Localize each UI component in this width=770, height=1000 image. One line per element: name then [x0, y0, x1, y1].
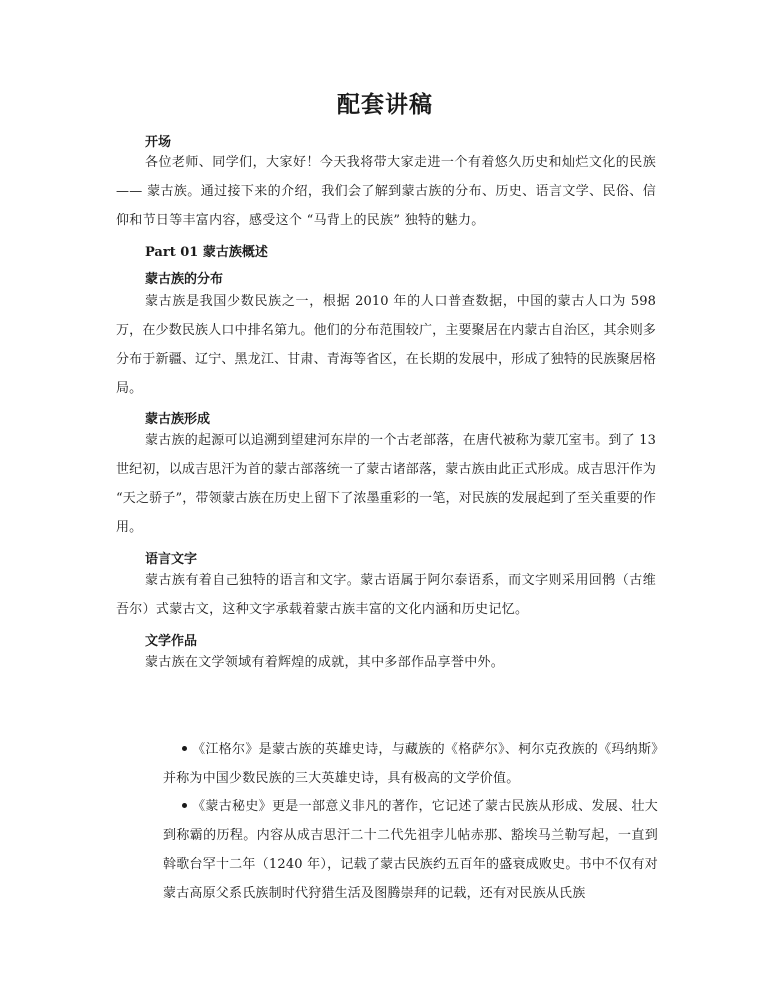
heading-formation: 蒙古族形成 — [145, 412, 211, 427]
paragraph-language: 蒙古族有着自己独特的语言和文字。蒙古语属于阿尔泰语系，而文字则采用回鹘（古维吾尔）式蒙古文，这种文字承载着蒙古族丰富的文化内涵和历史记忆。 — [116, 573, 656, 617]
paragraph-literature: 蒙古族在文学领域有着辉煌的成就，其中多部作品享誉中外。 — [145, 655, 505, 670]
page-title: 配套讲稿 — [337, 91, 433, 118]
heading-language: 语言文字 — [145, 552, 198, 567]
heading-distribution: 蒙古族的分布 — [145, 272, 224, 287]
bullet-icon — [182, 803, 187, 808]
paragraph-opening: 各位老师、同学们，大家好！今天我将带大家走进一个有着悠久历史和灿烂文化的民族 —— 蒙古族。通过接下来的介绍，我们会了解到蒙古族的分布、历史、语言文学、民俗、信仰和节日等丰富内容，感受这个 “马背上的民族” 独特的魅力。 — [116, 155, 656, 228]
list-item-text: 《江格尔》是蒙古族的英雄史诗，与藏族的《格萨尔》、柯尔克孜族的《玛纳斯》并称为中国少数民族的三大英雄史诗，具有极高的文学价值。 — [163, 742, 658, 786]
heading-literature: 文学作品 — [145, 634, 198, 649]
heading-part-01: Part 01 蒙古族概述 — [145, 245, 268, 260]
paragraph-distribution: 蒙古族是我国少数民族之一，根据 2010 年的人口普查数据，中国的蒙古人口为 598 万，在少数民族人口中排名第九。他们的分布范围较广，主要聚居在内蒙古自治区，其余则多分布于新疆、辽宁、黑龙江、甘肃、青海等省区，在长期的发展中，形成了独特的民族聚居格局。 — [116, 294, 656, 396]
list-item-text: 《蒙古秘史》更是一部意义非凡的著作，它记述了蒙古民族从形成、发展、壮大到称霸的历程。内容从成吉思汗二十二代先祖孛儿帖赤那、豁埃马兰勒写起，一直到斡歌台罕十二年（1240 年），记载了蒙古民族约五百年的盛衰成败史。书中不仅有对蒙古高原父系氏族制时代狩猎生活及图腾崇拜的记载，还有对民族从氏族 — [163, 799, 658, 901]
paragraph-formation: 蒙古族的起源可以追溯到望建河东岸的一个古老部落，在唐代被称为蒙兀室韦。到了 13 世纪初，以成吉思汗为首的蒙古部落统一了蒙古诸部落，蒙古族由此正式形成。成吉思汗作为 “天之骄子”，带领蒙古族在历史上留下了浓墨重彩的一笔，对民族的发展起到了至关重要的作用。 — [116, 433, 656, 535]
heading-opening: 开场 — [145, 135, 172, 150]
bullet-icon — [182, 746, 187, 751]
list-item — [163, 735, 658, 793]
list-item — [163, 792, 658, 908]
